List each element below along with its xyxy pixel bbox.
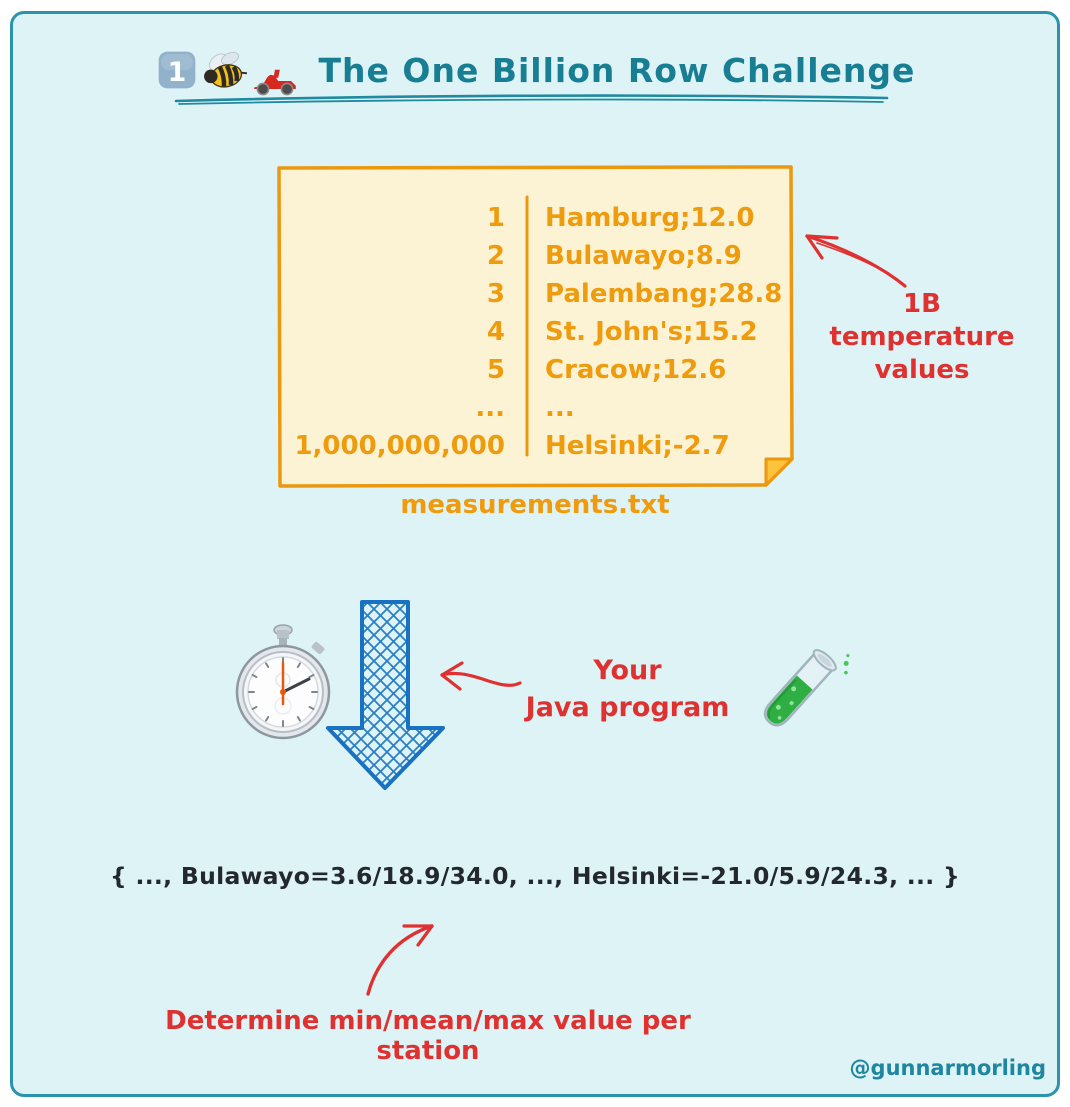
line-number: 2 <box>486 241 505 271</box>
line-number: 3 <box>486 279 505 309</box>
file-line <box>273 237 797 275</box>
file-line <box>273 313 797 351</box>
determine-min-mean-max-label: Determine min/mean/max value per station <box>165 1006 691 1066</box>
your-java-program-label <box>515 652 740 726</box>
keycap-1-icon <box>155 48 199 92</box>
line-value: ... <box>545 393 575 423</box>
line-value: Cracow;12.6 <box>545 355 727 385</box>
stopwatch-icon <box>233 620 333 752</box>
measurements-file-card <box>273 163 797 489</box>
arrow-to-program-icon <box>434 653 526 697</box>
line-value: St. John's;15.2 <box>545 317 758 347</box>
file-line <box>273 351 797 389</box>
line-number: 1 <box>486 203 505 233</box>
test-tube-icon <box>742 630 854 750</box>
keycap-1-digit: 1 <box>167 57 186 88</box>
file-name-caption: measurements.txt <box>400 490 670 520</box>
line-value: Palembang;28.8 <box>545 279 783 309</box>
line-number: 4 <box>486 317 505 347</box>
line-number: ... <box>475 393 505 423</box>
file-line <box>273 199 797 237</box>
title-bar <box>0 42 1070 98</box>
page-title: The One Billion Row Challenge <box>318 50 916 90</box>
line-number: 1,000,000,000 <box>294 431 505 461</box>
result-map-text: { ..., Bulawayo=3.6/18.9/34.0, ..., Helsinki=-21.0/5.9/24.3, ... } <box>109 862 961 890</box>
line-number: 5 <box>486 355 505 385</box>
java-program-label: Java program <box>525 692 730 723</box>
honeybee-icon <box>197 43 251 97</box>
file-line <box>273 427 797 465</box>
line-value: Hamburg;12.0 <box>545 203 755 233</box>
arrow-to-note-icon <box>797 226 915 294</box>
down-arrow-icon <box>322 596 452 796</box>
file-line <box>273 389 797 427</box>
line-value: Bulawayo;8.9 <box>545 241 742 271</box>
line-value: Helsinki;-2.7 <box>545 431 730 461</box>
arrow-to-result-icon <box>352 916 444 1008</box>
your-label: Your <box>593 655 662 686</box>
billion-values-label: 1B temperature values <box>829 289 1015 385</box>
file-lines <box>273 199 797 465</box>
file-line <box>273 275 797 313</box>
author-handle: @gunnarmorling <box>849 1056 1046 1080</box>
title-underline <box>173 92 891 106</box>
